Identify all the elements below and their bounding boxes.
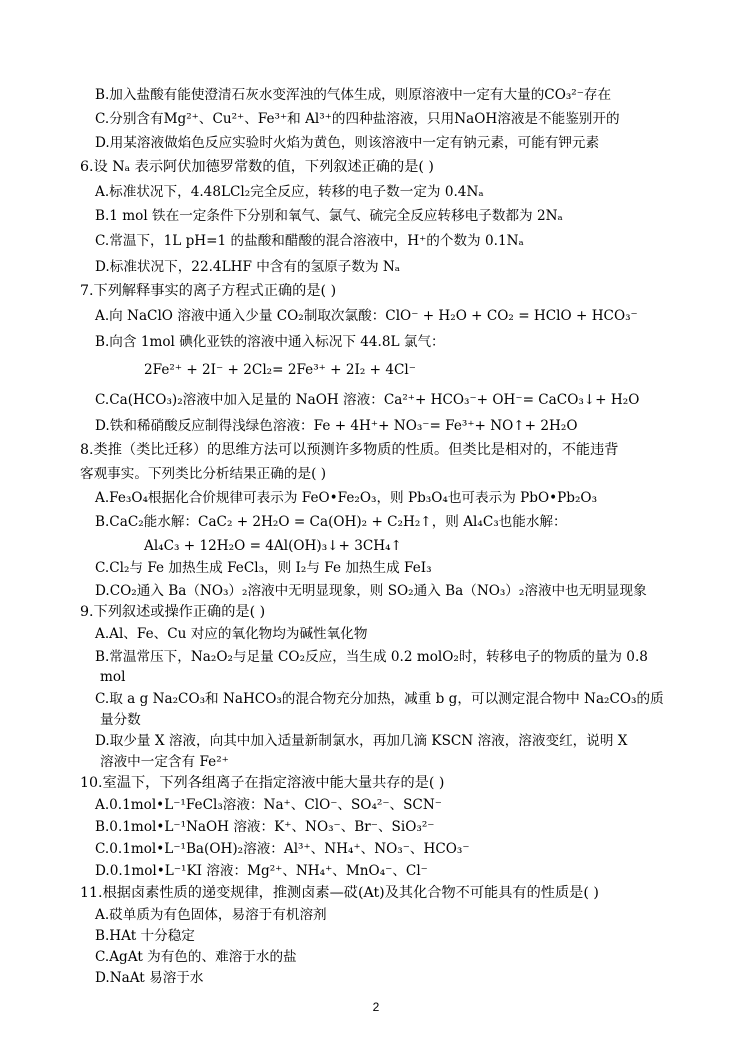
q11-option-a: A.砹单质为有色固体，易溶于有机溶剂 — [95, 907, 327, 923]
q11-option-c: C.AgAt 为有色的、难溶于水的盐 — [95, 949, 297, 965]
q11-option-d: D.NaAt 易溶于水 — [95, 970, 204, 986]
q8-option-d: D.CO₂通入 Ba（NO₃）₂溶液中无明显现象，则 SO₂通入 Ba（NO₃）₂溶液中也无明显现象 — [95, 583, 647, 599]
q9-option-d: D.取少量 X 溶液，向其中加入适量新制氯水，再加几滴 KSCN 溶液，溶液变红，说明 X — [95, 733, 628, 749]
q7-option-c: C.Ca(HCO₃)₂溶液中加入足量的 NaOH 溶液：Ca²⁺+ HCO₃⁻+ OH⁻= CaCO₃↓+ H₂O — [95, 392, 640, 408]
q9-option-c: C.取 a g Na₂CO₃和 NaHCO₃的混合物充分加热，减重 b g，可以测定混合物中 Na₂CO₃的质 — [95, 691, 664, 707]
q10-option-d: D.0.1mol•L⁻¹KI 溶液：Mg²⁺、NH₄⁺、MnO₄⁻、Cl⁻ — [95, 863, 428, 879]
q8-option-b: B.CaC₂能水解：CaC₂ + 2H₂O = Ca(OH)₂ + C₂H₂↑，则 Al₄C₃也能水解： — [95, 514, 567, 530]
q8-option-b-equation: Al₄C₃ + 12H₂O = 4Al(OH)₃↓+ 3CH₄↑ — [144, 538, 402, 554]
q10-option-a: A.0.1mol•L⁻¹FeCl₃溶液：Na⁺、ClO⁻、SO₄²⁻、SCN⁻ — [95, 797, 442, 813]
question-7: 7.下列解释事实的离子方程式正确的是( ) — [80, 283, 337, 299]
q7-option-a: A.向 NaClO 溶液中通入少量 CO₂制取次氯酸：ClO⁻ + H₂O + CO₂ = HClO + HCO₃⁻ — [95, 308, 638, 324]
q11-option-b: B.HAt 十分稳定 — [95, 928, 195, 944]
question-8-continued: 客观事实。下列类比分析结果正确的是( ) — [80, 466, 327, 482]
q6-option-c: C.常温下，1L pH=1 的盐酸和醋酸的混合溶液中，H⁺的个数为 0.1Nₐ — [95, 233, 524, 249]
q9-option-c-continued: 量分数 — [100, 712, 141, 728]
question-8: 8.类推（类比迁移）的思维方法可以预测许多物质的性质。但类比是相对的，不能违背 — [80, 442, 619, 458]
q7-option-d: D.铁和稀硝酸反应制得浅绿色溶液：Fe + 4H⁺+ NO₃⁻= Fe³⁺+ NO↑+ 2H₂O — [95, 418, 578, 434]
q9-option-b: B.常温常压下，Na₂O₂与足量 CO₂反应，当生成 0.2 molO₂时，转移电子的物质的量为 0.8 — [95, 649, 648, 665]
q9-option-b-continued: mol — [100, 669, 126, 685]
page-number: 2 — [372, 1000, 380, 1014]
q7-option-b-equation: 2Fe²⁺ + 2I⁻ + 2Cl₂= 2Fe³⁺ + 2I₂ + 4Cl⁻ — [144, 362, 416, 378]
q5-option-c: C.分别含有Mg²⁺、Cu²⁺、Fe³⁺和 Al³⁺的四种盐溶液，只用NaOH溶液是不能鉴别开的 — [95, 111, 620, 127]
q10-option-b: B.0.1mol•L⁻¹NaOH 溶液：K⁺、NO₃⁻、Br⁻、SiO₃²⁻ — [95, 819, 435, 835]
q9-option-d-continued: 溶液中一定含有 Fe²⁺ — [100, 754, 229, 770]
question-10: 10.室温下，下列各组离子在指定溶液中能大量共存的是( ) — [80, 775, 445, 791]
q8-option-c: C.Cl₂与 Fe 加热生成 FeCl₃，则 I₂与 Fe 加热生成 FeI₃ — [95, 560, 432, 576]
q7-option-b: B.向含 1mol 碘化亚铁的溶液中通入标况下 44.8L 氯气： — [95, 334, 445, 350]
q6-option-a: A.标准状况下，4.48LCl₂完全反应，转移的电子数一定为 0.4Nₐ — [95, 184, 484, 200]
q8-option-a: A.Fe₃O₄根据化合价规律可表示为 FeO•Fe₂O₃，则 Pb₃O₄也可表示为 PbO•Pb₂O₃ — [95, 490, 598, 506]
q10-option-c: C.0.1mol•L⁻¹Ba(OH)₂溶液：Al³⁺、NH₄⁺、NO₃⁻、HCO₃⁻ — [95, 841, 470, 857]
q9-option-a: A.Al、Fe、Cu 对应的氧化物均为碱性氧化物 — [95, 626, 368, 642]
question-9: 9.下列叙述或操作正确的是( ) — [80, 604, 266, 620]
q5-option-b: B.加入盐酸有能使澄清石灰水变浑浊的气体生成，则原溶液中一定有大量的CO₃²⁻存在 — [95, 87, 612, 103]
question-6: 6.设 Nₐ 表示阿伏加德罗常数的值，下列叙述正确的是( ) — [80, 159, 434, 175]
q6-option-d: D.标准状况下，22.4LHF 中含有的氢原子数为 Nₐ — [95, 259, 401, 275]
q6-option-b: B.1 mol 铁在一定条件下分别和氧气、氯气、硫完全反应转移电子数都为 2Nₐ — [95, 208, 563, 224]
q5-option-d: D.用某溶液做焰色反应实验时火焰为黄色，则该溶液中一定有钠元素，可能有钾元素 — [95, 135, 600, 151]
question-11: 11.根据卤素性质的递变规律，推测卤素—砹(At)及其化合物不可能具有的性质是( ) — [80, 885, 599, 901]
